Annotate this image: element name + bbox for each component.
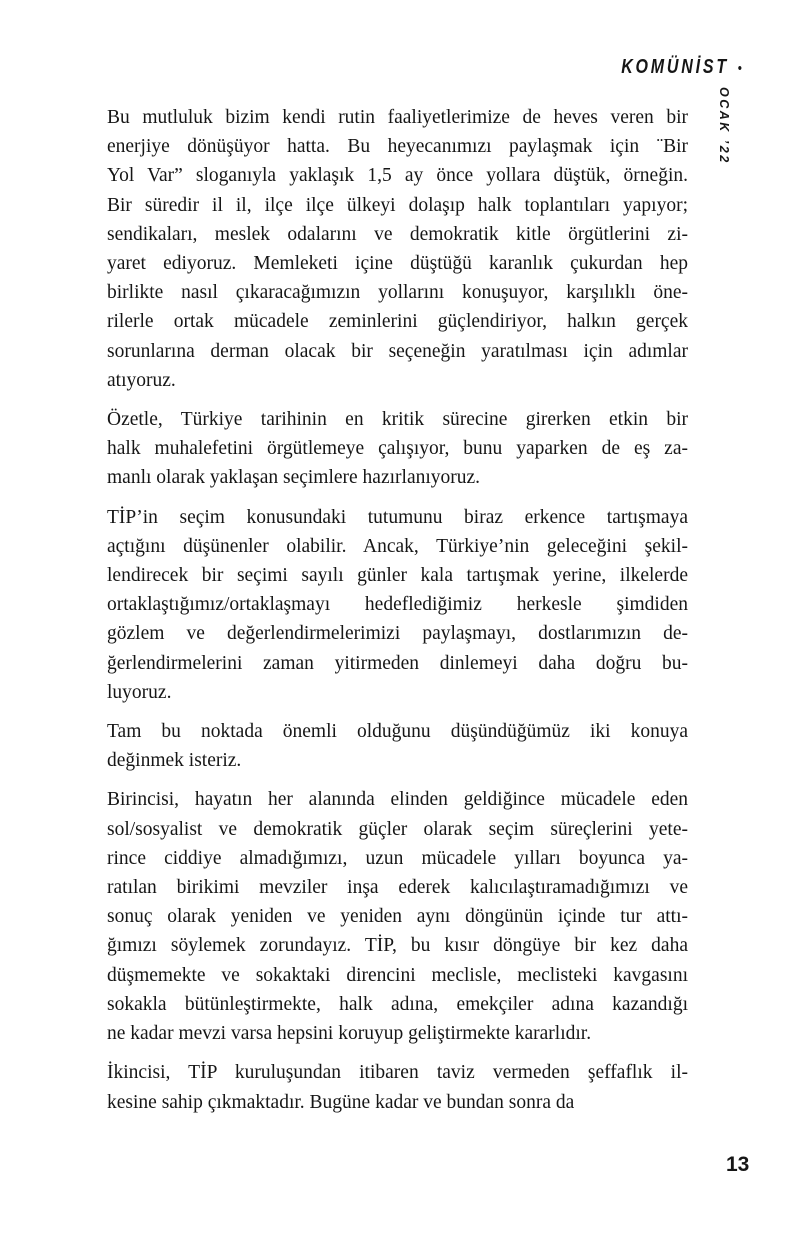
text-line: sokakla bütünleştirmekte, halk adına, emekçiler adına kazandığı — [107, 993, 688, 1015]
text-line: rilerle ortak mücadele zeminlerini güçlendiriyor, halkın gerçek — [107, 311, 688, 333]
issue-date-vertical: OCAK ’22 — [717, 87, 731, 165]
paragraph — [107, 405, 688, 493]
text-line: ne kadar mevzi varsa hepsini koruyup geliştirmekte kararlıdır. — [107, 1023, 592, 1045]
text-line: düşmemekte ve sokaktaki direncini meclisle, meclisteki kavgasını — [107, 964, 688, 986]
text-line: ortaklaştığımız/ortaklaşmayı hedeflediğimiz herkesle şimdiden — [107, 594, 688, 616]
text-line: luyoruz. — [107, 681, 172, 703]
text-line: rince ciddiye almadığımızı, uzun mücadele yılları boyunca ya- — [107, 847, 688, 869]
paragraph — [107, 1058, 688, 1116]
text-line: manlı olarak yaklaşan seçimlere hazırlanıyoruz. — [107, 467, 481, 489]
text-line: Özetle, Türkiye tarihinin en kritik sürecine girerken etkin bir — [107, 409, 688, 431]
text-line: kesine sahip çıkmaktadır. Bugüne kadar ve bundan sonra da — [107, 1091, 575, 1113]
text-line: ratılan birikimi mevziler inşa ederek kalıcılaştıramadığımızı ve — [107, 877, 688, 899]
journal-title: KOMÜNİST — [621, 56, 729, 78]
text-line: sorunlarına derman olacak bir seçeneğin yaratılması için adımlar — [107, 340, 688, 362]
text-line: ğerlendirmelerini zaman yitirmeden dinlemeyi daha doğru bu- — [107, 652, 688, 674]
text-line: İkincisi, TİP kuruluşundan itibaren taviz vermeden şeffaflık il- — [107, 1062, 688, 1084]
text-line: sendikaları, meslek odalarını ve demokratik kitle örgütlerini zi- — [107, 223, 688, 245]
text-line: Yol Var” sloganıyla yaklaşık 1,5 ay önce yollara düştük, örneğin. — [107, 165, 688, 187]
paragraph — [107, 503, 688, 707]
paragraph — [107, 785, 688, 1048]
journal-masthead — [621, 56, 742, 79]
text-line: gözlem ve değerlendirmelerimizi paylaşmayı, dostlarımızın de- — [107, 623, 688, 645]
page-number: 13 — [726, 1153, 750, 1176]
text-line: Birincisi, hayatın her alanında elinden geldiğince mücadele eden — [107, 789, 688, 811]
paragraph — [107, 103, 688, 395]
body-text — [107, 103, 688, 1117]
text-line: açtığını düşünenler olabilir. Ancak, Türkiye’nin geleceğini şekil- — [107, 535, 688, 557]
paragraph — [107, 717, 688, 775]
bullet-separator-icon: • — [737, 60, 742, 77]
text-line: değinmek isteriz. — [107, 750, 242, 772]
text-line: Tam bu noktada önemli olduğunu düşündüğümüz iki konuya — [107, 721, 688, 743]
text-line: TİP’in seçim konusundaki tutumunu biraz erkence tartışmaya — [107, 506, 688, 528]
text-line: atıyoruz. — [107, 369, 176, 391]
text-line: sol/sosyalist ve demokratik güçler olarak seçim süreçlerini yete- — [107, 818, 688, 840]
text-line: Bir süredir il il, ilçe ilçe ülkeyi dolaşıp halk toplantıları yapıyor; — [107, 194, 688, 216]
text-line: yaret ediyoruz. Memleketi içine düştüğü karanlık çukurdan hep — [107, 253, 688, 275]
text-line: halk muhalefetini örgütlemeye çalışıyor, bunu yaparken de eş za- — [107, 438, 688, 460]
text-line: ğımızı söylemek zorundayız. TİP, bu kısır döngüye bir kez daha — [107, 935, 688, 957]
text-line: enerjiye dönüşüyor hatta. Bu heyecanımızı paylaşmak için ¨Bir — [107, 136, 688, 158]
text-line: sonuç olarak yeniden ve yeniden aynı döngünün içinde tur attı- — [107, 906, 688, 928]
text-line: lendirecek bir seçimi sayılı günler kala tartışmak yerine, ilkelerde — [107, 565, 688, 587]
text-line: Bu mutluluk bizim kendi rutin faaliyetlerimize de heves veren bir — [107, 107, 688, 128]
text-line: birlikte nasıl çıkaracağımızın yollarını konuşuyor, karşılıklı öne- — [107, 282, 688, 304]
